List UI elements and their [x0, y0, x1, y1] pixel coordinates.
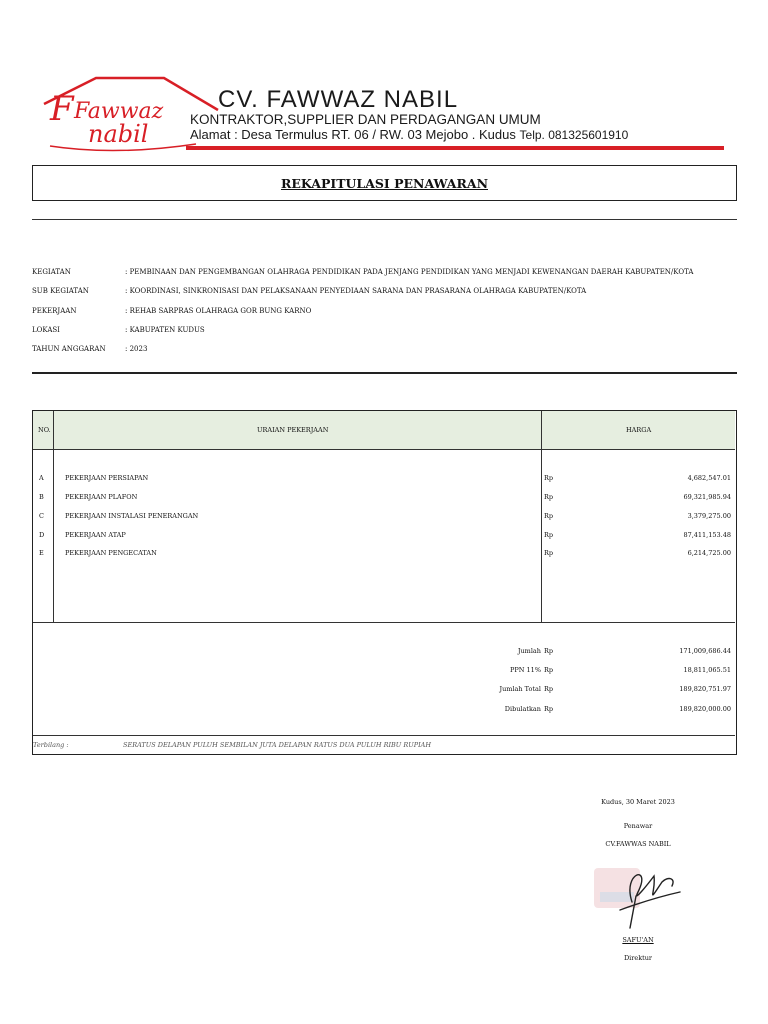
letterhead-rule	[186, 146, 724, 150]
info-label: KEGIATAN	[32, 268, 71, 276]
row-description: PEKERJAAN PLAFON	[65, 493, 138, 501]
row-no: A	[39, 474, 44, 482]
info-value: : KABUPATEN KUDUS	[125, 326, 205, 334]
row-description: PEKERJAAN INSTALASI PENERANGAN	[65, 512, 199, 520]
signature-position: Direktur	[623, 954, 653, 962]
row-amount: 69,321,985.94	[683, 493, 731, 501]
info-label: SUB KEGIATAN	[32, 287, 89, 295]
logo-text-bottom: nabil	[88, 120, 149, 148]
signature-role: Penawar	[623, 822, 653, 830]
summary-divider	[33, 622, 735, 623]
summary-amount: 171,009,686.44	[679, 647, 731, 655]
company-name: CV. FAWWAZ NABIL	[218, 86, 459, 113]
document-title-box	[32, 165, 737, 201]
row-no: C	[39, 512, 44, 520]
table-row	[33, 510, 735, 524]
info-value: : KOORDINASI, SINKRONISASI DAN PELAKSANAAN PENYEDIAAN SARANA DAN PRASARANA OLAHRAGA KABUPATEN/KOTA	[125, 287, 587, 295]
summary-currency: Rp	[544, 685, 554, 693]
summary-currency: Rp	[544, 705, 554, 713]
row-description: PEKERJAAN PERSIAPAN	[65, 474, 149, 482]
info-label: LOKASI	[32, 326, 60, 334]
row-description: PEKERJAAN ATAP	[65, 531, 126, 539]
table-row	[33, 491, 735, 505]
row-amount: 87,411,153.48	[683, 531, 731, 539]
signature-place-date: Kudus, 30 Maret 2023	[601, 798, 675, 806]
summary-amount: 189,820,751.97	[679, 685, 731, 693]
header-price: HARGA	[626, 426, 652, 434]
row-description: PEKERJAAN PENGECATAN	[65, 549, 157, 557]
row-no: E	[39, 549, 44, 557]
row-no: D	[39, 531, 45, 539]
signature-stamp-icon	[592, 862, 684, 932]
in-words-text: SERATUS DELAPAN PULUH SEMBILAN JUTA DELAPAN RATUS DUA PULUH RIBU RUPIAH	[123, 741, 432, 749]
header-description: URAIAN PEKERJAAN	[257, 426, 329, 434]
summary-amount: 18,811,065.51	[683, 666, 731, 674]
summary-label: Jumlah	[517, 647, 541, 655]
header-no: NO.	[38, 426, 51, 434]
divider-info	[32, 372, 737, 374]
summary-row	[33, 683, 735, 697]
summary-row	[33, 703, 735, 717]
row-currency: Rp	[544, 549, 554, 557]
in-words-label: Terbilang :	[33, 741, 69, 749]
summary-amount: 189,820,000.00	[679, 705, 731, 713]
row-amount: 6,214,725.00	[687, 549, 731, 557]
summary-row	[33, 664, 735, 678]
signature-company: CV.FAWWAS NABIL	[605, 840, 671, 848]
summary-currency: Rp	[544, 666, 554, 674]
logo-text-top: Fawwaz	[74, 99, 164, 124]
table-row	[33, 472, 735, 486]
info-label: PEKERJAAN	[32, 307, 77, 315]
words-divider	[33, 735, 735, 736]
company-address	[190, 127, 628, 142]
row-no: B	[39, 493, 44, 501]
summary-currency: Rp	[544, 647, 554, 655]
svg-text:F: F	[50, 89, 74, 129]
row-currency: Rp	[544, 493, 554, 501]
document-title: REKAPITULASI PENAWARAN	[280, 175, 488, 191]
company-type: KONTRAKTOR,SUPPLIER DAN PERDAGANGAN UMUM	[190, 112, 541, 127]
table-row	[33, 529, 735, 543]
row-amount: 4,682,547.01	[687, 474, 731, 482]
info-value: : 2023	[125, 345, 148, 353]
signature-name: SAFU'AN	[622, 936, 654, 944]
info-label: TAHUN ANGGARAN	[32, 345, 106, 353]
info-value: : PEMBINAAN DAN PENGEMBANGAN OLAHRAGA PENDIDIKAN PADA JENJANG PENDIDIKAN YANG MENJADI KEWENANGAN DAERAH KABUPATEN/KOTA	[125, 268, 694, 276]
info-value: : REHAB SARPRAS OLAHRAGA GOR BUNG KARNO	[125, 307, 312, 315]
table-header	[33, 411, 735, 450]
price-table	[32, 410, 737, 755]
address-text: Alamat : Desa Termulus RT. 06 / RW. 03 Mejobo . Kudus	[190, 127, 516, 142]
row-currency: Rp	[544, 512, 554, 520]
summary-row	[33, 645, 735, 659]
summary-label: Dibulatkan	[504, 705, 541, 713]
phone-text: Telp. 081325601910	[519, 128, 629, 142]
summary-label: PPN 11%	[510, 666, 541, 674]
summary-label: Jumlah Total	[499, 685, 541, 693]
row-currency: Rp	[544, 474, 554, 482]
table-row	[33, 547, 735, 561]
divider-top	[32, 219, 737, 220]
row-amount: 3,379,275.00	[687, 512, 731, 520]
row-currency: Rp	[544, 531, 554, 539]
